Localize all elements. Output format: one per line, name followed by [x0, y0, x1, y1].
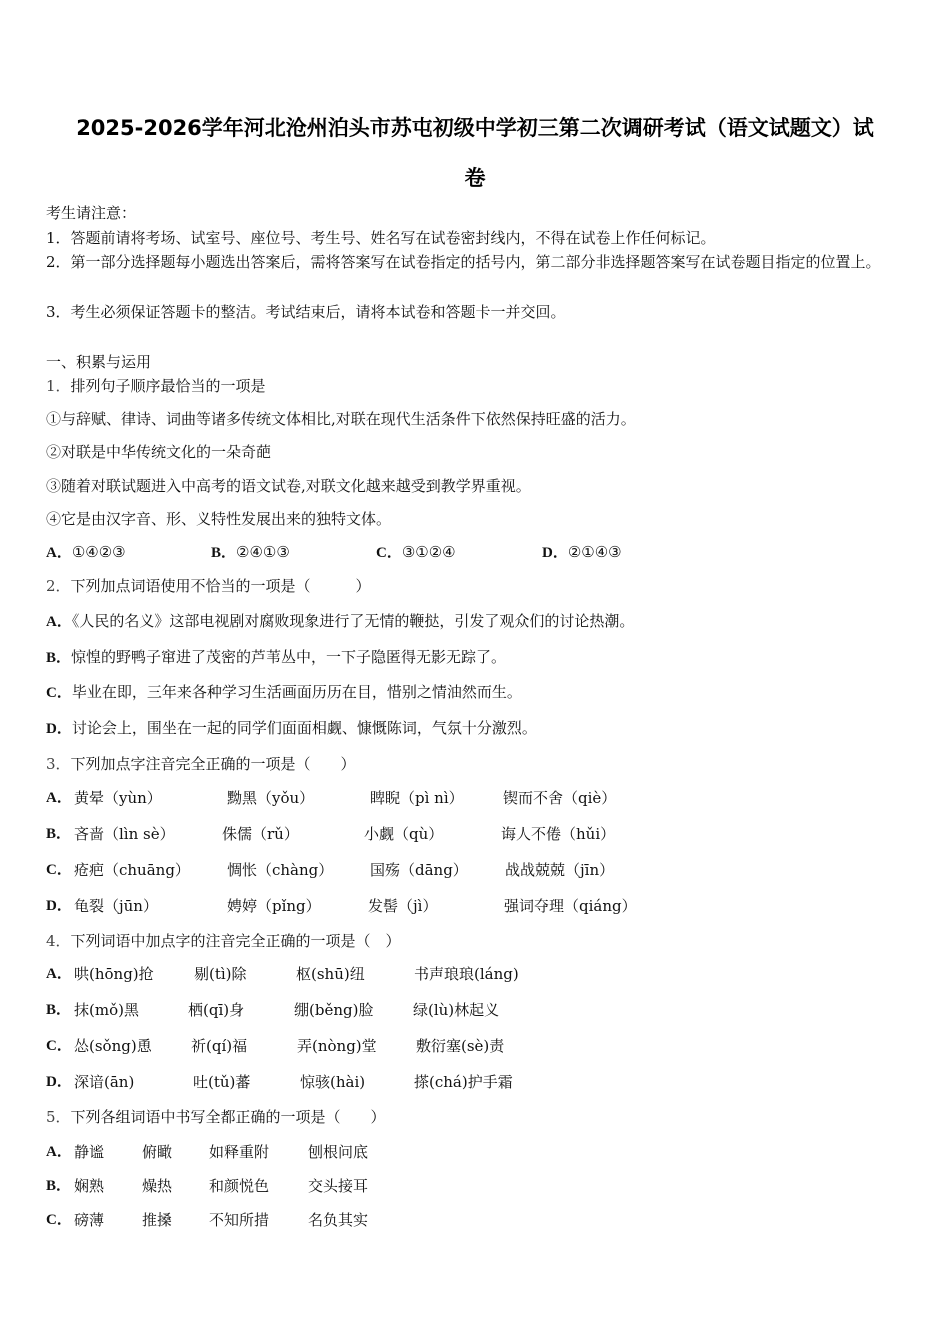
option-text: ③①②④: [401, 543, 456, 561]
q5-option-a[interactable]: [46, 1141, 906, 1163]
option-item: 深谙(ān): [74, 1073, 135, 1091]
option-text: ②①④③: [567, 543, 622, 561]
option-label: B．: [46, 826, 72, 842]
option-item: 惊骇(hài): [300, 1073, 366, 1091]
option-item: 侏儒（rǔ）: [222, 825, 299, 843]
option-label: C．: [46, 1212, 72, 1228]
q3-option-b[interactable]: [46, 823, 906, 845]
option-item: 娉婷（pǐng）: [227, 897, 321, 915]
option-item: 如释重附: [209, 1143, 270, 1161]
option-label: A．: [46, 790, 72, 806]
option-item: 枢(shū)纽: [296, 965, 365, 983]
option-item: 抹(mǒ)黑: [74, 1001, 139, 1019]
option-item: 睥睨（pì nì）: [370, 789, 464, 807]
option-item: 静谧: [74, 1143, 105, 1161]
section-title: 一、积累与运用: [46, 353, 152, 371]
option-text: 毕业在即，三年来各种学习生活画面历历在目，惜别之情油然而生。: [71, 683, 522, 701]
notice-item-2: 2．第一部分选择题每小题选出答案后，需将答案写在试卷指定的括号内，第二部分非选择题答案写在试卷题目指定的位置上。: [46, 253, 881, 271]
option-item: 绷(běng)脸: [294, 1001, 374, 1019]
option-label: C．: [46, 862, 72, 878]
option-label: C．: [376, 545, 402, 561]
option-item: 燥热: [142, 1177, 173, 1195]
question-number: 3．: [46, 755, 71, 773]
option-item: 疮疤（chuāng）: [74, 861, 190, 879]
option-label: B．: [211, 545, 237, 561]
question-text: 下列词语中加点字的注音完全正确的一项是（ ）: [70, 932, 401, 950]
notice-item-3: 3．考生必须保证答题卡的整洁。考试结束后，请将本试卷和答题卡一并交回。: [46, 303, 566, 321]
option-item: 黝黑（yǒu）: [227, 789, 315, 807]
q4-option-b[interactable]: [46, 999, 906, 1021]
question-3-stem: [46, 754, 906, 774]
option-item: 弄(nòng)堂: [297, 1037, 377, 1055]
question-2-stem: [46, 576, 906, 596]
option-text: 《人民的名义》这部电视剧对腐败现象进行了无情的鞭挞，引发了观众们的讨论热潮。: [71, 612, 635, 630]
q2-option-b[interactable]: [46, 647, 906, 668]
page-title-line2: 卷: [464, 166, 486, 190]
option-label: A．: [46, 966, 72, 982]
option-item: 惆怅（chàng）: [227, 861, 334, 879]
option-item: 吝啬（lìn sè）: [74, 825, 175, 843]
option-label: D．: [46, 1074, 72, 1090]
question-number: 2．: [46, 577, 71, 595]
q4-option-d[interactable]: [46, 1071, 906, 1093]
q1-option-a[interactable]: [46, 541, 126, 564]
option-item: 小觑（qù）: [364, 825, 444, 843]
option-label: D．: [542, 545, 568, 561]
question-1-stem: [46, 376, 906, 396]
page-title-line1: 2025-2026学年河北沧州泊头市苏屯初级中学初三第二次调研考试（语文试题文）试: [76, 116, 874, 140]
option-item: 敷衍塞(sè)责: [416, 1037, 505, 1055]
option-item: 国殇（dāng）: [370, 861, 468, 879]
option-label: A．: [46, 614, 72, 630]
q2-option-d[interactable]: [46, 718, 906, 739]
q1-option-b[interactable]: [211, 541, 290, 564]
option-item: 不知所措: [209, 1211, 270, 1229]
option-label: D．: [46, 898, 72, 914]
q1-sentence-4: ④它是由汉字音、形、义特性发展出来的独特文体。: [46, 510, 392, 528]
q4-option-c[interactable]: [46, 1035, 906, 1057]
question-text: 下列加点字注音完全正确的一项是（ ）: [70, 755, 356, 773]
option-label: A．: [46, 545, 72, 561]
q2-option-c[interactable]: [46, 682, 906, 703]
q3-option-a[interactable]: [46, 787, 906, 809]
option-label: B．: [46, 650, 72, 666]
option-label: B．: [46, 1002, 72, 1018]
option-item: 龟裂（jūn）: [74, 897, 158, 915]
question-5-stem: [46, 1107, 906, 1127]
option-text: ②④①③: [236, 543, 290, 561]
option-label: C．: [46, 1038, 72, 1054]
option-item: 书声琅琅(láng): [414, 965, 519, 983]
question-4-stem: [46, 931, 906, 951]
option-text: ①④②③: [71, 543, 126, 561]
q2-option-a[interactable]: [46, 611, 906, 632]
option-item: 祈(qí)福: [191, 1037, 248, 1055]
option-text: 讨论会上，围坐在一起的同学们面面相觑、慷慨陈词，气氛十分激烈。: [71, 719, 537, 737]
question-text: 排列句子顺序最恰当的一项是: [70, 377, 266, 395]
q3-option-d[interactable]: [46, 895, 906, 917]
option-label: C．: [46, 685, 72, 701]
option-label: B．: [46, 1178, 72, 1194]
option-item: 哄(hōng)抢: [74, 965, 154, 983]
option-item: 娴熟: [74, 1177, 105, 1195]
option-item: 剔(tì)除: [194, 965, 247, 983]
question-number: 1．: [46, 377, 71, 395]
option-item: 发髻（jì）: [368, 897, 438, 915]
q5-option-b[interactable]: [46, 1175, 906, 1197]
q1-sentence-3: ③随着对联试题进入中高考的语文试卷,对联文化越来越受到教学界重视。: [46, 477, 531, 495]
question-text: 下列加点词语使用不恰当的一项是（ ）: [70, 577, 371, 595]
option-item: 名负其实: [308, 1211, 369, 1229]
option-item: 强词夺理（qiáng）: [504, 897, 637, 915]
notice-item-1: 1．答题前请将考场、试室号、座位号、考生号、姓名写在试卷密封线内，不得在试卷上作任何标记。: [46, 229, 716, 247]
option-item: 黄晕（yùn）: [74, 789, 162, 807]
q1-option-d[interactable]: [542, 541, 622, 564]
option-item: 栖(qī)身: [188, 1001, 245, 1019]
q1-sentence-1: ①与辞赋、律诗、词曲等诸多传统文体相比,对联在现代生活条件下依然保持旺盛的活力。: [46, 410, 636, 428]
option-item: 吐(tǔ)蕃: [193, 1073, 251, 1091]
option-item: 磅薄: [74, 1211, 105, 1229]
question-text: 下列各组词语中书写全都正确的一项是（ ）: [70, 1108, 386, 1126]
option-item: 搽(chá)护手霜: [414, 1073, 513, 1091]
notice-heading: 考生请注意：: [46, 204, 137, 222]
option-item: 推搡: [142, 1211, 173, 1229]
option-item: 绿(lù)林起义: [413, 1001, 500, 1019]
option-item: 怂(sǒng)恿: [74, 1037, 152, 1055]
q4-option-a[interactable]: [46, 963, 906, 985]
option-item: 和颜悦色: [209, 1177, 270, 1195]
q1-sentence-2: ②对联是中华传统文化的一朵奇葩: [46, 443, 272, 461]
option-label: D．: [46, 721, 72, 737]
option-item: 战战兢兢（jīn）: [505, 861, 615, 879]
option-item: 俯瞰: [142, 1143, 173, 1161]
question-number: 4．: [46, 932, 71, 950]
q1-option-c[interactable]: [376, 541, 456, 564]
option-item: 交头接耳: [308, 1177, 369, 1195]
option-item: 刨根问底: [308, 1143, 369, 1161]
option-item: 诲人不倦（hǔi）: [501, 825, 616, 843]
q3-option-c[interactable]: [46, 859, 906, 881]
option-label: A．: [46, 1144, 72, 1160]
option-text: 惊惶的野鸭子窜进了茂密的芦苇丛中，一下子隐匿得无影无踪了。: [71, 648, 507, 666]
option-item: 锲而不舍（qiè）: [503, 789, 617, 807]
q1-options: [46, 541, 906, 563]
question-number: 5．: [46, 1108, 71, 1126]
q5-option-c[interactable]: [46, 1209, 906, 1231]
